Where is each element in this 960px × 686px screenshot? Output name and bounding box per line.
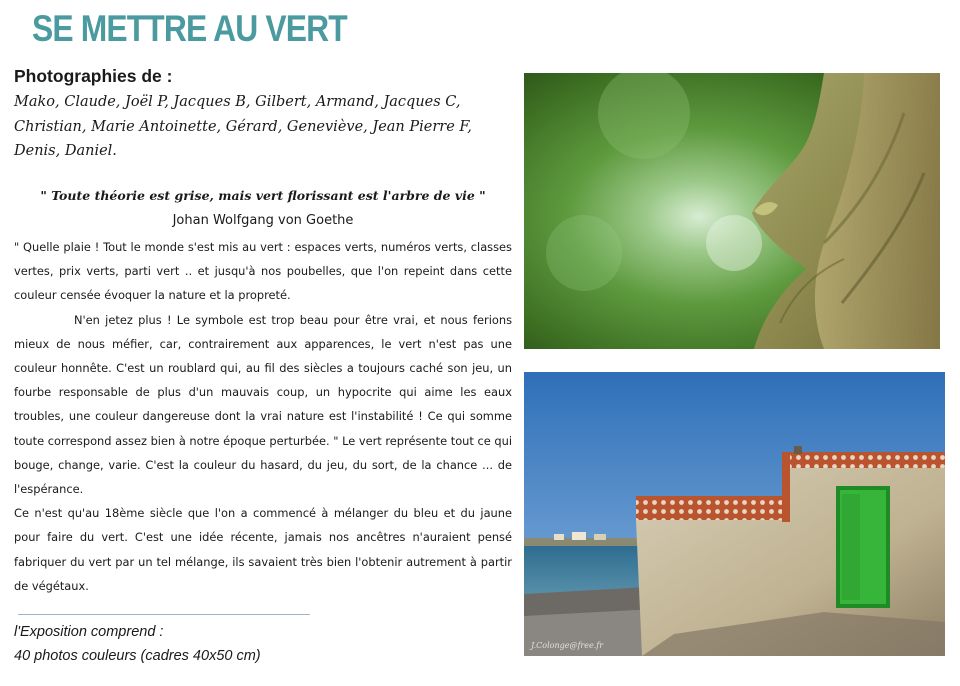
article-paragraph-2: N'en jetez plus ! Le symbole est trop beau pour être vrai, et nous ferions mieux de nous méfier, car, contrairement aux apparences, le vert n'est pas une couleur honnête. C'est un roublard qui, au fil des siècles a toujours caché son jeu, un fourbe responsable de plus d'un mauvais coup, un hypocrite qui aime les eaux troubles, une couleur dangereuse dont la vrai nature est l'instabilité ! Ce qui somme toute correspond assez bien à notre époque perturbée. " Le vert représente tout ce qui bouge, change, varie. C'est la couleur du hasard, du jeu, du sort, de la chance ... de l'espérance. [14, 312, 512, 497]
photo-watermark: J.Colonge@free.fr [531, 641, 604, 650]
exposition-detail: 40 photos couleurs (cadres 40x50 cm) [14, 648, 261, 664]
article-body [14, 235, 512, 598]
exposition-label: l'Exposition comprend : [14, 624, 164, 640]
photographers-heading: Photographies de : [14, 66, 173, 86]
article-paragraph-1: " Quelle plaie ! Tout le monde s'est mis au vert : espaces verts, numéros verts, classes vertes, prix verts, parti vert .. et jusqu'à nos poubelles, que l'on repeint dans cette couleur censée évoquer la nature et la propreté. [14, 240, 512, 303]
article-paragraph-3: Ce n'est qu'au 18ème siècle que l'on a commencé à mélanger du bleu et du jaune pour faire du vert. C'est une idée récente, jamais nos ancêtres n'auraient pensé fabriquer du vert par un tel mélange, ils savaient très bien l'obtenir autrement à partir de végétaux. [14, 506, 512, 593]
quote-author: Johan Wolfgang von Goethe [172, 213, 354, 228]
goethe-quote: " Toute théorie est grise, mais vert florissant est l'arbre de vie " [40, 188, 486, 203]
page-title: SE METTRE AU VERT [32, 8, 347, 49]
moss-sculpture-photo [524, 73, 940, 349]
green-door-photo [524, 372, 945, 656]
photographers-names: Mako, Claude, Joël P, Jacques B, Gilbert, Armand, Jacques C, Christian, Marie Antoinette, Gérard, Geneviève, Jean Pierre F, Denis, Daniel. [14, 94, 472, 159]
section-divider [18, 614, 310, 615]
